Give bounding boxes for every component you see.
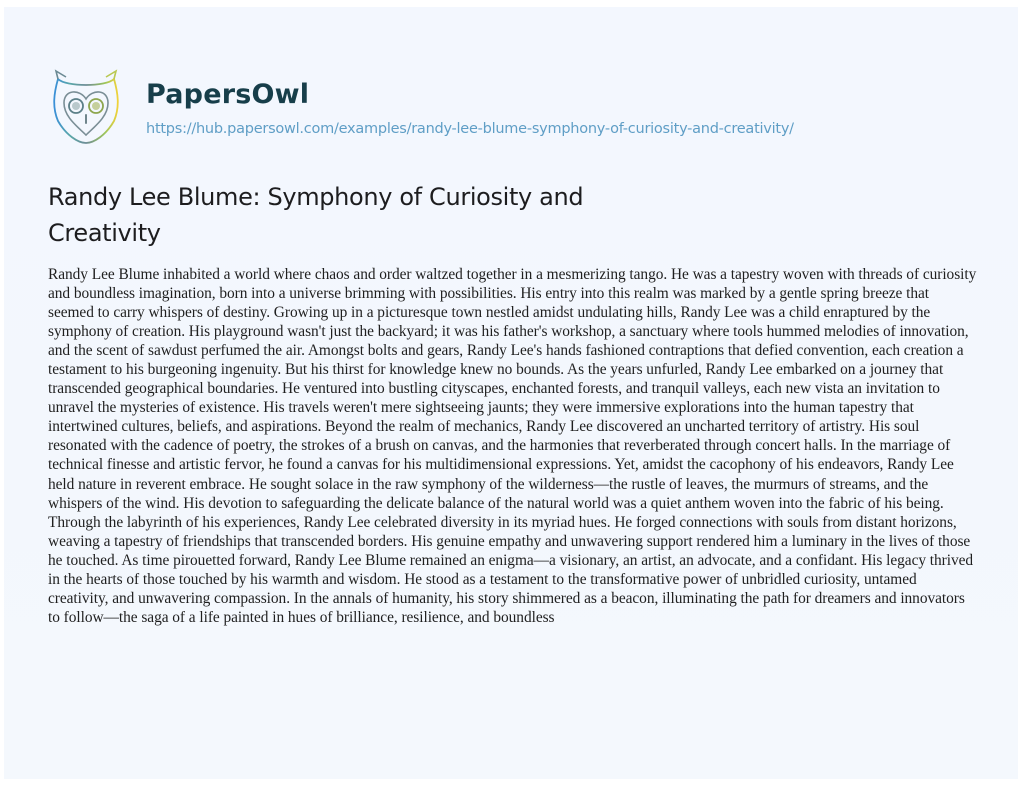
brand-name[interactable]: PapersOwl [146, 79, 310, 110]
source-url-link[interactable]: https://hub.papersowl.com/examples/randy-lee-blume-symphony-of-curiosity-and-creativity/ [146, 121, 794, 137]
essay-page [4, 7, 1018, 779]
essay-body-text: Randy Lee Blume inhabited a world where chaos and order waltzed together in a mesmerizing tango. He was a tapestry woven with threads of curiosity and boundless imagination, born into a universe brimming with possibilities. His entry into this realm was marked by a gentle spring breeze that seemed to carry whispers of destiny. Growing up in a picturesque town nestled amidst undulating hills, Randy Lee was a child enraptured by the symphony of creation. His playground wasn't just the backyard; it was his father's workshop, a sanctuary where tools hummed melodies of innovation, and the scent of sawdust perfumed the air. Amongst bolts and gears, Randy Lee's hands fashioned contraptions that defied convention, each creation a testament to his burgeoning ingenuity. But his thirst for knowledge knew no bounds. As the years unfurled, Randy Lee embarked on a journey that transcended geographical boundaries. He ventured into bustling cityscapes, enchanted forests, and tranquil valleys, each new vista an invitation to unravel the mysteries of existence. His travels weren't mere sightseeing jaunts; they were immersive explorations into the human tapestry that intertwined cultures, beliefs, and aspirations. Beyond the realm of mechanics, Randy Lee discovered an uncharted territory of artistry. His soul resonated with the cadence of poetry, the strokes of a brush on canvas, and the harmonies that reverberated through concert halls. In the marriage of technical finesse and artistic fervor, he found a canvas for his multidimensional expressions. Yet, amidst the cacophony of his endeavors, Randy Lee held nature in reverent embrace. He sought solace in the raw symphony of the wilderness—the rustle of leaves, the murmurs of streams, and the whispers of the wind. His devotion to safeguarding the delicate balance of the natural world was a quiet anthem woven into the fabric of his being. Through the labyrinth of his experiences, Randy Lee celebrated diversity in its myriad hues. He forged connections with souls from distant horizons, weaving a tapestry of friendships that transcended borders. His genuine empathy and unwavering support rendered him a luminary in the lives of those he touched. As time pirouetted forward, Randy Lee Blume remained an enigma—a visionary, an artist, an advocate, and a confidant. His legacy thrived in the hearts of those touched by his warmth and wisdom. He stood as a testament to the transformative power of unbridled curiosity, untamed creativity, and unwavering compassion. In the annals of humanity, his story shimmered as a beacon, illuminating the path for dreamers and innovators to follow—the saga of a life painted in hues of brilliance, resilience, and boundless [48, 266, 977, 626]
site-header [50, 57, 794, 147]
page-title: Randy Lee Blume: Symphony of Curiosity and Creativity [48, 183, 584, 247]
owl-logo-icon[interactable] [50, 65, 122, 145]
brand-block [146, 57, 794, 138]
